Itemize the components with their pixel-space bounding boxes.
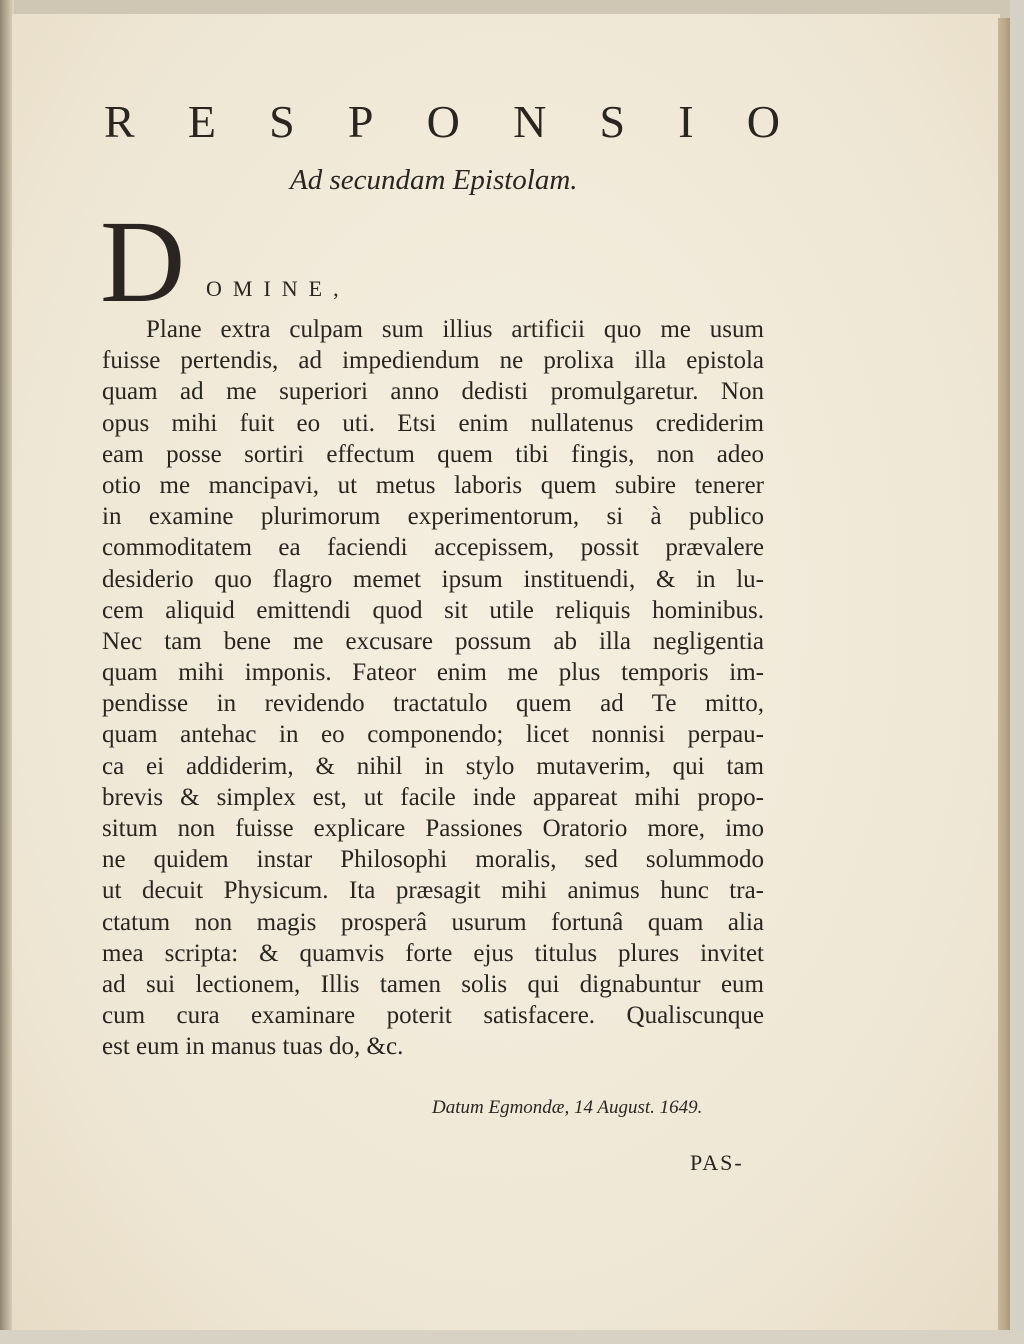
- body-line: quam ad me superiori anno dedisti promulgaretur. Non: [102, 378, 764, 406]
- title-letter: O: [426, 96, 460, 147]
- scan-margin-right: [1010, 0, 1024, 1344]
- body-line: mea scripta: & quamvis forte ejus titulus plures invitet: [102, 939, 764, 967]
- body-line: quam antehac in eo componendo; licet nonnisi perpau-: [102, 721, 764, 749]
- body-line: opus mihi fuit eo uti. Etsi enim nullatenus crediderim: [102, 409, 764, 437]
- body-line: in examine plurimorum experimentorum, si à publico: [102, 503, 764, 531]
- title-letter: R: [104, 96, 135, 147]
- body-line: fuisse pertendis, ad impediendum ne prolixa illa epistola: [102, 347, 764, 375]
- title-letter: S: [599, 96, 626, 147]
- body-line: commoditatem ea faciendi accepissem, possit prævalere: [102, 534, 764, 562]
- scan-margin-bottom: [0, 1330, 1024, 1344]
- drop-capital: D: [100, 196, 186, 327]
- body-line: ne quidem instar Philosophi moralis, sed solummodo: [102, 846, 764, 874]
- title-letter: N: [513, 96, 547, 147]
- body-line: cum cura examinare poterit satisfacere. Qualiscunque: [102, 1002, 764, 1030]
- title-letter: E: [187, 96, 216, 147]
- body-line: situm non fuisse explicare Passiones Oratorio more, imo: [102, 815, 764, 842]
- page-subtitle: Ad secundam Epistolam.: [290, 164, 578, 196]
- title-letter: P: [347, 96, 374, 147]
- body-text: [102, 314, 764, 1063]
- salutation-text: OMINE,: [206, 276, 350, 301]
- body-line: ut decuit Physicum. Ita præsagit mihi animus hunc tra-: [102, 877, 764, 905]
- body-line: brevis & simplex est, ut facile inde appareat mihi propo-: [102, 783, 764, 811]
- body-line: otio me mancipavi, ut metus laboris quem subire tenerer: [102, 471, 764, 499]
- body-line: pendisse in revidendo tractatulo quem ad Te mitto,: [102, 690, 764, 718]
- body-line: ad sui lectionem, Illis tamen solis qui dignabuntur eum: [102, 970, 764, 998]
- body-line: quam mihi imponis. Fateor enim me plus temporis im-: [102, 659, 764, 687]
- dateline: Datum Egmondæ, 14 August. 1649.: [432, 1097, 703, 1118]
- title-letter: O: [746, 96, 780, 147]
- body-line: Plane extra culpam sum illius artificii quo me usum: [146, 316, 764, 343]
- catchword: PAS-: [690, 1150, 744, 1175]
- body-line: Nec tam bene me excusare possum ab illa negligentia: [102, 627, 764, 655]
- title-letter: I: [678, 96, 694, 147]
- body-line: est eum in manus tuas do, &c.: [102, 1033, 404, 1061]
- body-line: ctatum non magis prosperâ usurum fortunâ quam alia: [102, 908, 764, 936]
- title-letter: S: [269, 96, 295, 147]
- body-line: cem aliquid emittendi quod sit utile reliquis hominibus.: [102, 596, 764, 624]
- page-stack-edge: [998, 18, 1010, 1330]
- body-line: eam posse sortiri effectum quem tibi fingis, non adeo: [102, 440, 764, 468]
- body-line: ca ei addiderim, & nihil in stylo mutaverim, qui tam: [102, 752, 764, 780]
- page-title: [104, 92, 780, 152]
- body-line: desiderio quo flagro memet ipsum instituendi, & in lu-: [102, 565, 764, 593]
